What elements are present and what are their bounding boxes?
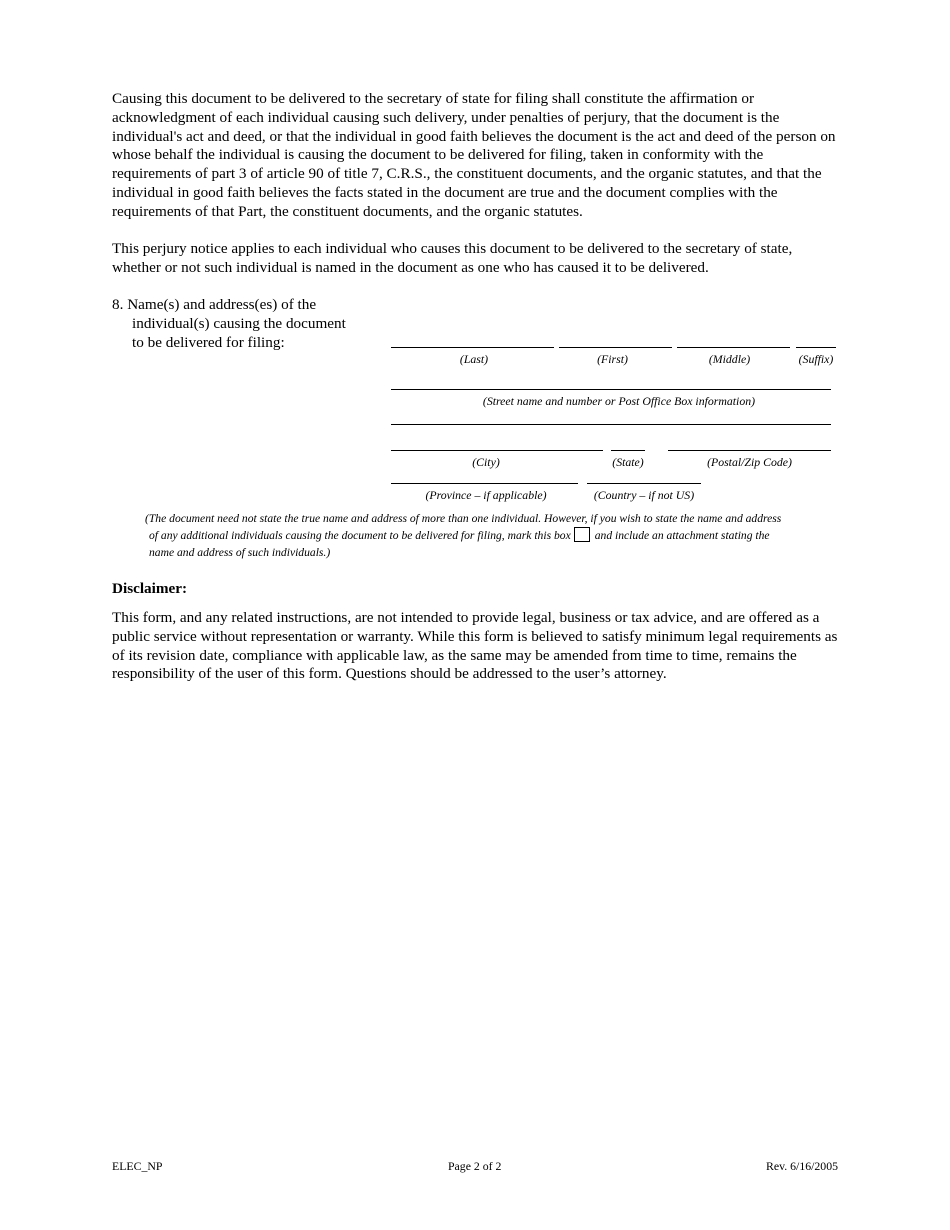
note-line1: (The document need not state the true name and address of more than one individual. However, if you wish to state the name and address xyxy=(145,512,782,525)
footer-form-id: ELEC_NP xyxy=(112,1159,163,1173)
perjury-notice-paragraph: This perjury notice applies to each individual who causes this document to be delivered to the secretary of state, whether or not such individual is named in the document as one who has caused it to be delivered. xyxy=(112,240,793,276)
item8-label-line3: to be delivered for filing: xyxy=(132,333,285,351)
country-label: (Country – if not US) xyxy=(593,488,695,502)
middle-name-field[interactable] xyxy=(677,347,790,348)
item8-label xyxy=(112,296,346,352)
postal-code-label: (Postal/Zip Code) xyxy=(707,455,792,469)
first-name-label: (First) xyxy=(597,352,628,366)
street-label: (Street name and number or Post Office Box information) xyxy=(482,394,756,408)
disclaimer-heading: Disclaimer: xyxy=(112,580,188,597)
last-name-field[interactable] xyxy=(391,347,554,348)
first-name-field[interactable] xyxy=(559,347,672,348)
affirmation-paragraph: Causing this document to be delivered to the secretary of state for filing shall constitute the affirmation or acknowledgment of each individual causing such delivery, under penalties of perjury, that the document is the individual's act and deed, or that the individual in good faith believes the document is the act and deed of the person on whose behalf the individual is causing the document to be delivered for filing, taken in conformity with the requirements of part 3 of article 90 of title 7, C.R.S., the constituent documents, and the organic statutes, and that the individual in good faith believes the facts stated in the document are true and the document complies with the requirements of that Part, the constituent documents, and the organic statutes. xyxy=(112,90,836,220)
note-line2-before: of any additional individuals causing the document to be delivered for filing, mark this box xyxy=(149,529,571,542)
note-line3: name and address of such individuals.) xyxy=(149,546,331,559)
note-line2-after: and include an attachment stating the xyxy=(594,529,770,542)
item8-label-line2: individual(s) causing the document xyxy=(132,314,346,332)
additional-individuals-note xyxy=(145,510,845,561)
additional-individuals-checkbox[interactable] xyxy=(574,527,590,542)
last-name-label: (Last) xyxy=(459,352,489,366)
item8-label-line1: 8. Name(s) and address(es) of the xyxy=(112,296,317,313)
suffix-field[interactable] xyxy=(796,347,836,348)
city-field[interactable] xyxy=(391,450,603,451)
postal-code-field[interactable] xyxy=(668,450,831,451)
footer-page-number: Page 2 of 2 xyxy=(448,1159,502,1173)
suffix-label: (Suffix) xyxy=(798,352,834,366)
disclaimer-paragraph: This form, and any related instructions, are not intended to provide legal, business or tax advice, and are offered as a public service without representation or warranty. While this form is believed to satisfy minimum legal requirements as of its revision date, compliance with applicable law, as the same may be amended from time to time, remains the responsibility of the user of this form. Questions should be addressed to the user’s attorney. xyxy=(112,609,838,683)
country-field[interactable] xyxy=(587,483,701,484)
state-label: (State) xyxy=(612,455,644,469)
note-line2 xyxy=(145,527,845,544)
city-label: (City) xyxy=(472,455,500,469)
middle-name-label: (Middle) xyxy=(708,352,751,366)
street-field[interactable] xyxy=(391,389,831,390)
state-field[interactable] xyxy=(611,450,645,451)
province-field[interactable] xyxy=(391,483,578,484)
footer-revision: Rev. 6/16/2005 xyxy=(766,1159,838,1173)
province-label: (Province – if applicable) xyxy=(425,488,547,502)
street-field-line2[interactable] xyxy=(391,424,831,425)
